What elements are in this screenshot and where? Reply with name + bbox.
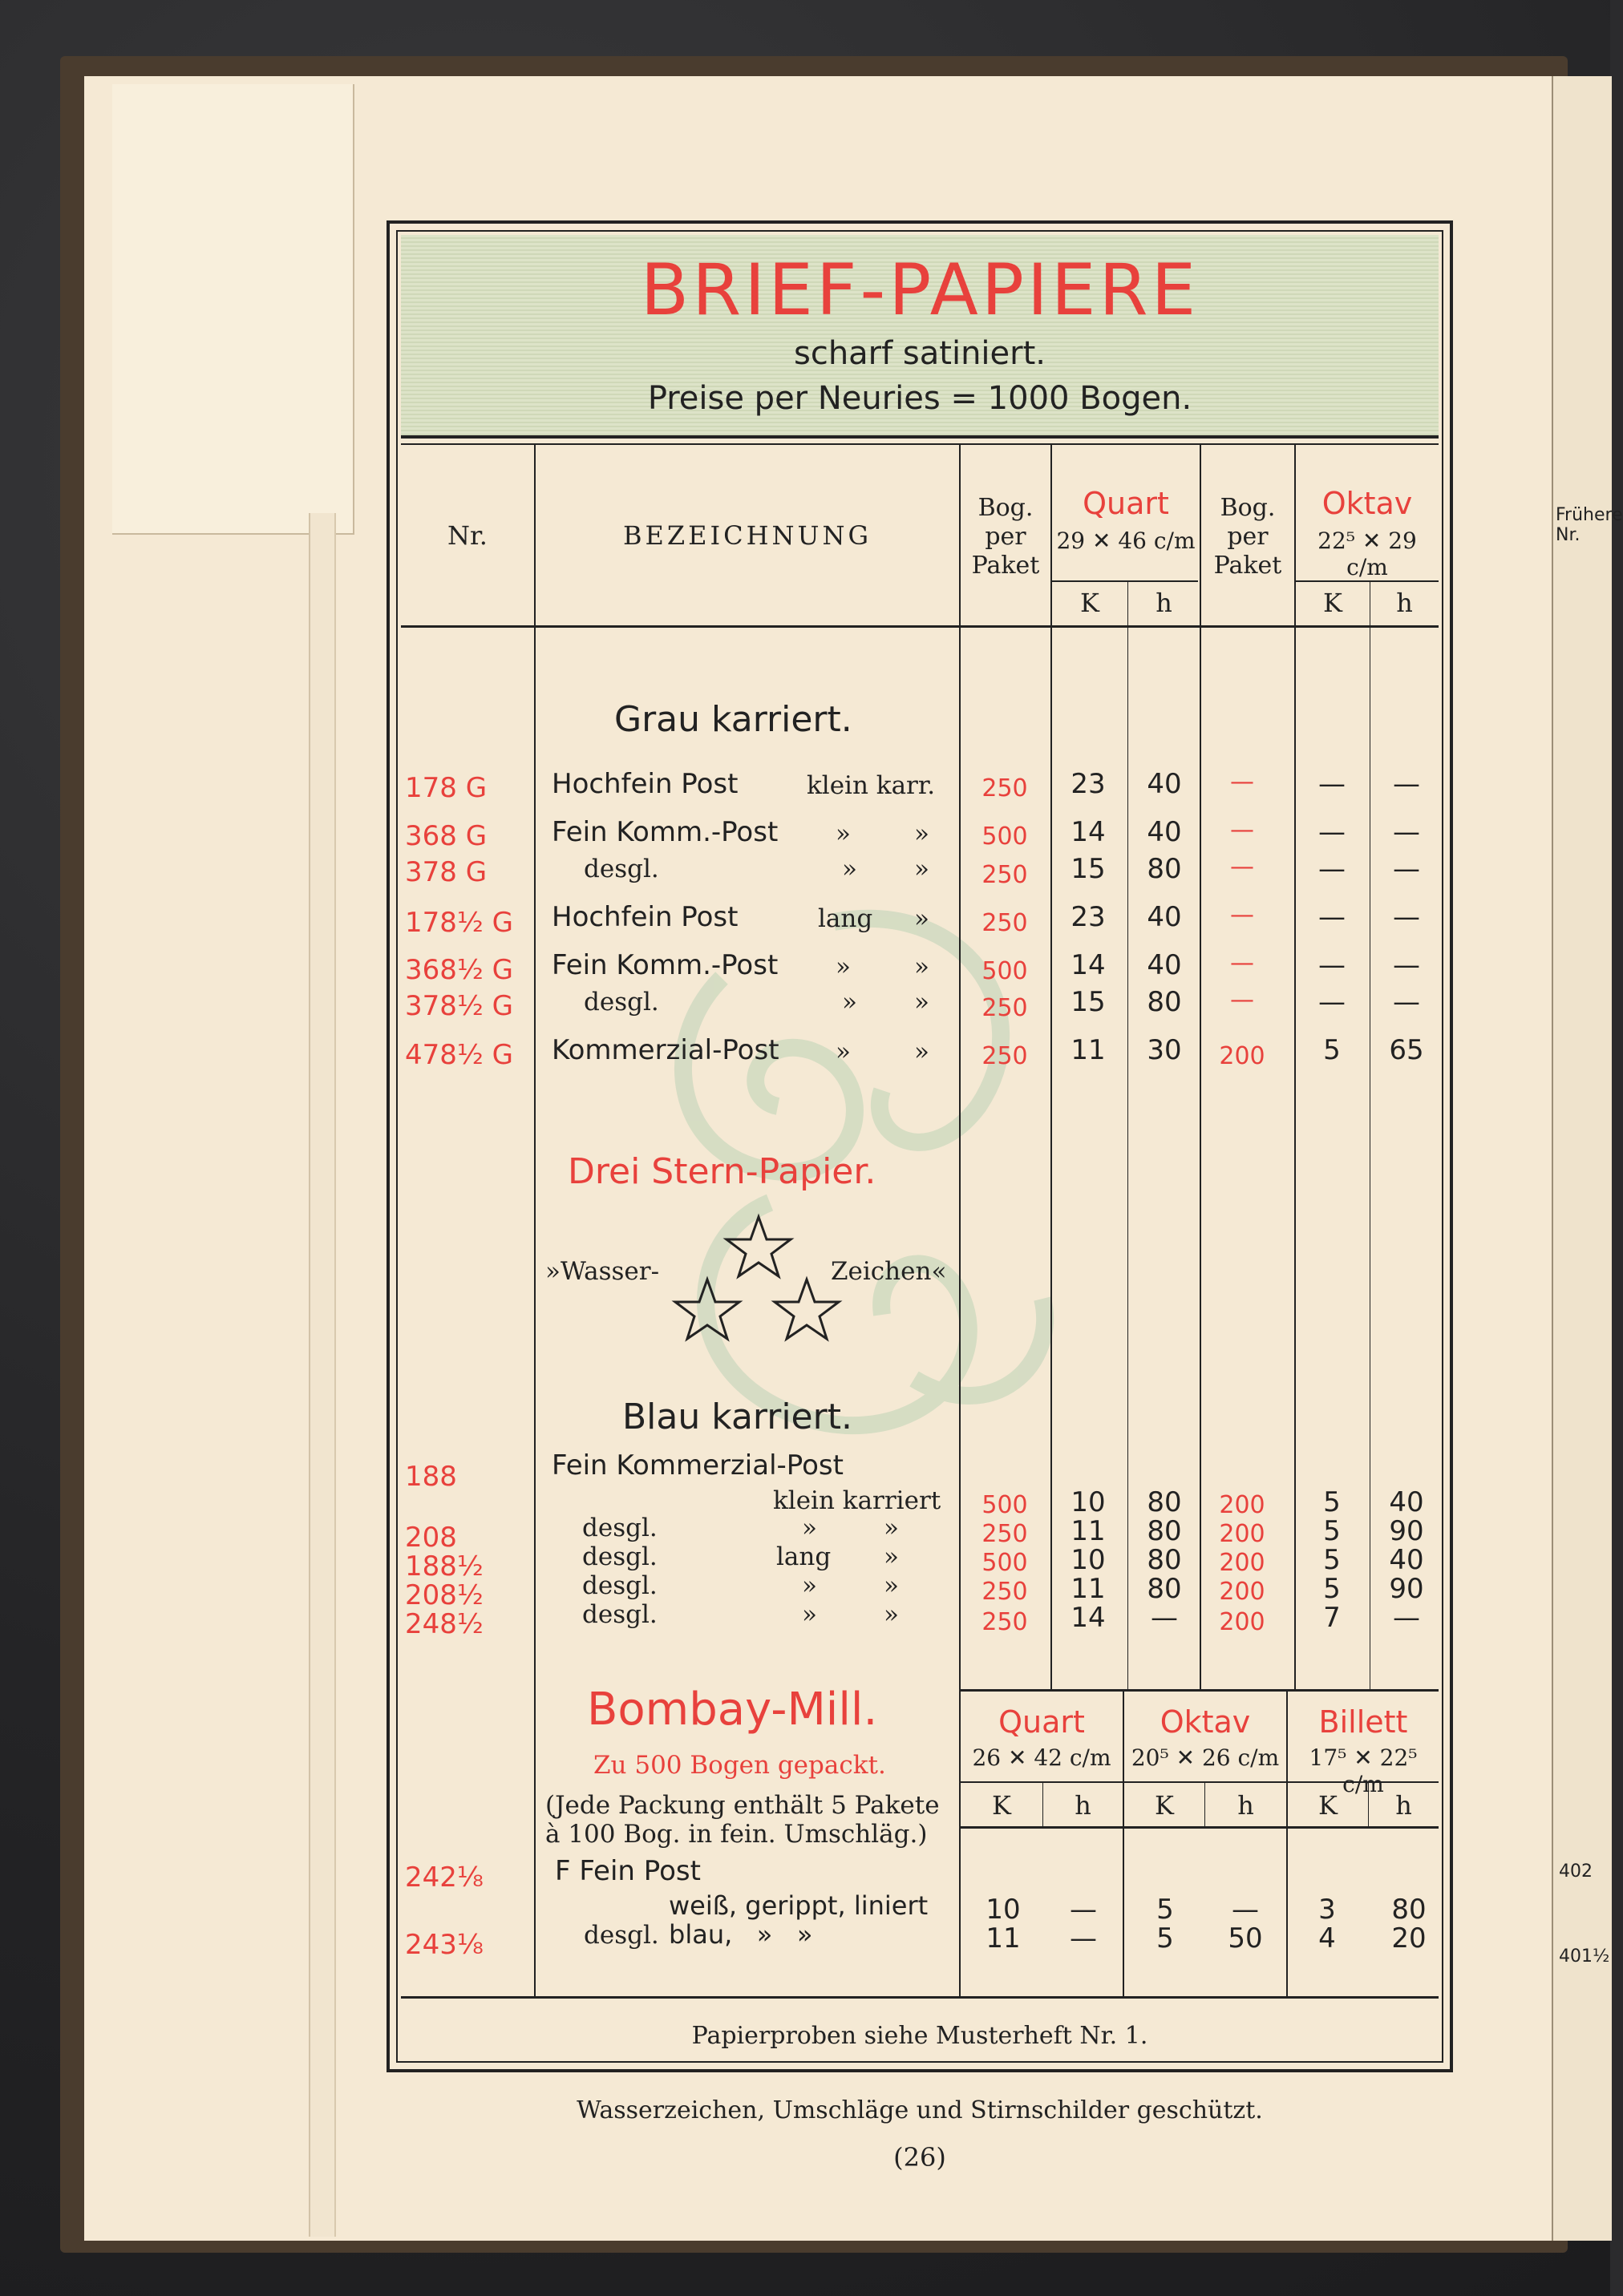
row-oktav-h: — bbox=[1393, 853, 1420, 885]
row-oktav-h: 40 bbox=[1389, 1486, 1424, 1518]
row-oktav-k: — bbox=[1318, 901, 1346, 933]
row-oktav-k: — bbox=[1318, 853, 1346, 885]
row-name: blau, » » bbox=[669, 1919, 813, 1950]
row-bog2: — bbox=[1230, 986, 1254, 1014]
bombay-header-oktav: Oktav bbox=[1160, 1704, 1251, 1740]
section-bombay-title: Bombay-Mill. bbox=[587, 1684, 878, 1736]
bombay-header-oktav-dim: 20⁵ ✕ 26 c/m bbox=[1131, 1744, 1280, 1771]
bombay-note-2: à 100 Bog. in fein. Umschläg.) bbox=[545, 1820, 928, 1849]
row-oktav-h: 40 bbox=[1389, 1544, 1424, 1576]
row-nr: 378½ G bbox=[405, 990, 514, 1022]
row-name: Fein Komm.-Post bbox=[552, 816, 779, 848]
row-nr: 242⅛ bbox=[405, 1861, 484, 1894]
row-bog: 500 bbox=[981, 1491, 1028, 1519]
row-quart-h: 80 bbox=[1147, 1544, 1182, 1576]
row-quart-k: 11 bbox=[986, 1922, 1021, 1954]
rule-quart-kh bbox=[1050, 580, 1198, 582]
page-subtitle: scharf satiniert. bbox=[793, 335, 1046, 372]
row-ditto: » bbox=[914, 952, 929, 981]
row-billett-h: 80 bbox=[1391, 1894, 1427, 1926]
rule-col-nr bbox=[534, 445, 536, 1996]
row-quart-h: 40 bbox=[1147, 949, 1182, 981]
row-oktav-k: 5 bbox=[1323, 1515, 1341, 1547]
rule-bombay-head-top bbox=[961, 1689, 1439, 1692]
row-quart-h: — bbox=[1070, 1922, 1097, 1954]
row-quart-k: 10 bbox=[986, 1894, 1021, 1926]
row-billett-h: 20 bbox=[1391, 1922, 1427, 1954]
row-quart-k: 10 bbox=[1071, 1486, 1106, 1518]
header-oktav: Oktav bbox=[1321, 486, 1413, 521]
rule-colhead-bottom bbox=[401, 625, 1439, 628]
row-oktav-k: 5 bbox=[1323, 1573, 1341, 1605]
row-bog2: — bbox=[1230, 901, 1254, 929]
header-quart: Quart bbox=[1083, 486, 1169, 521]
rule-bombay-head-bottom bbox=[961, 1826, 1439, 1829]
row-nr: 188½ bbox=[405, 1550, 484, 1583]
row-billett-k: 4 bbox=[1318, 1922, 1336, 1954]
row-bog2: 200 bbox=[1219, 1042, 1265, 1070]
row-nr: 208 bbox=[405, 1522, 457, 1554]
row-extra: lang bbox=[776, 1542, 832, 1571]
row-bog: 500 bbox=[981, 823, 1028, 851]
trademark-note: Wasserzeichen, Umschläge und Stirnschilder geschützt. bbox=[577, 2096, 1263, 2124]
rule-header-bottom-1 bbox=[401, 435, 1439, 439]
bombay-header-quart-dim: 26 ✕ 42 c/m bbox=[972, 1744, 1111, 1771]
row-oktav-h: 90 bbox=[1389, 1573, 1424, 1605]
zeichen-label: Zeichen« bbox=[831, 1257, 947, 1286]
row-name: Kommerzial-Post bbox=[552, 1034, 779, 1066]
row-name: desgl. bbox=[582, 1600, 658, 1629]
table-footer-note: Papierproben siehe Musterheft Nr. 1. bbox=[691, 2022, 1148, 2050]
header-oktav-h: h bbox=[1396, 588, 1413, 618]
header-oktav-dim: 22⁵ ✕ 29 c/m bbox=[1317, 528, 1417, 580]
bombay-header-billett: Billett bbox=[1318, 1704, 1408, 1740]
row-quart-k: 10 bbox=[1071, 1544, 1106, 1576]
row-bog2: 200 bbox=[1219, 1520, 1265, 1548]
row-bog2: — bbox=[1230, 949, 1254, 977]
row-bog2: 200 bbox=[1219, 1549, 1265, 1577]
row-name: desgl. bbox=[582, 1542, 658, 1571]
row-name: weiß, gerippt, liniert bbox=[669, 1890, 929, 1921]
row-oktav-k: — bbox=[1318, 816, 1346, 848]
row-nr: 378 G bbox=[405, 856, 488, 888]
row-quart-k: 14 bbox=[1071, 1602, 1106, 1634]
row-name: Hochfein Post bbox=[552, 901, 739, 933]
row-oktav-k: 5 bbox=[1156, 1922, 1174, 1954]
row-ditto: » bbox=[914, 904, 929, 933]
row-bog: 250 bbox=[981, 909, 1028, 937]
row-name: Hochfein Post bbox=[552, 768, 739, 800]
row-quart-h: 40 bbox=[1147, 768, 1182, 800]
row-name: desgl. bbox=[582, 1571, 658, 1600]
row-quart-k: 23 bbox=[1071, 901, 1106, 933]
row-extra: » bbox=[842, 855, 857, 883]
row-oktav-h: — bbox=[1393, 768, 1420, 800]
row-nr: 178 G bbox=[405, 772, 488, 804]
row-bog: 250 bbox=[981, 1520, 1028, 1548]
row-quart-k: 11 bbox=[1071, 1573, 1106, 1605]
row-quart-k: 11 bbox=[1071, 1515, 1106, 1547]
row-billett-k: 3 bbox=[1318, 1894, 1336, 1926]
section-drei-stern-title: Drei Stern-Papier. bbox=[568, 1151, 876, 1192]
index-tab-strip bbox=[309, 513, 336, 2237]
row-bog: 500 bbox=[981, 1549, 1028, 1577]
row-extra: » bbox=[836, 1037, 851, 1066]
index-tab[interactable] bbox=[112, 84, 354, 535]
row-nr: 208½ bbox=[405, 1579, 484, 1611]
blau-lead-name: Fein Kommerzial-Post bbox=[552, 1449, 844, 1481]
section-grau-title: Grau karriert. bbox=[614, 699, 852, 740]
row-bog2: 200 bbox=[1219, 1608, 1265, 1636]
row-ditto: » bbox=[884, 1571, 899, 1600]
row-quart-h: 30 bbox=[1147, 1034, 1182, 1066]
row-bog: 250 bbox=[981, 1042, 1028, 1070]
row-extra: » bbox=[836, 819, 851, 848]
edge-number-402: 402 bbox=[1559, 1861, 1593, 1882]
bombay-packed-note: Zu 500 Bogen gepackt. bbox=[593, 1751, 886, 1780]
wasser-label: »Wasser- bbox=[545, 1257, 660, 1286]
header-nr: Nr. bbox=[447, 520, 488, 551]
row-bog: 250 bbox=[981, 861, 1028, 889]
row-oktav-k: — bbox=[1318, 768, 1346, 800]
rule-oktav-kh bbox=[1294, 580, 1439, 582]
row-oktav-h: — bbox=[1393, 816, 1420, 848]
row-quart-h: 80 bbox=[1147, 853, 1182, 885]
bombay-header-quart: Quart bbox=[998, 1704, 1085, 1740]
row-quart-k: 14 bbox=[1071, 816, 1106, 848]
row-oktav-h: — bbox=[1393, 949, 1420, 981]
bombay-header-billett-dim: 17⁵ ✕ 22⁵ c/m bbox=[1309, 1744, 1418, 1797]
header-oktav-k: K bbox=[1323, 588, 1342, 618]
row-oktav-k: 5 bbox=[1323, 1486, 1341, 1518]
row-oktav-h: 50 bbox=[1228, 1922, 1263, 1954]
edge-fruhere-nr: Frühere Nr. bbox=[1556, 505, 1623, 545]
row-name: desgl. bbox=[582, 1514, 658, 1542]
row-nr: 178½ G bbox=[405, 907, 514, 939]
row-bog: 500 bbox=[981, 957, 1028, 985]
row-oktav-h: 65 bbox=[1389, 1034, 1424, 1066]
header-bog-per-paket-2: Bog. per Paket bbox=[1213, 494, 1282, 580]
row-extra: » bbox=[842, 988, 857, 1017]
page-number: (26) bbox=[893, 2142, 946, 2173]
row-quart-h: 80 bbox=[1147, 986, 1182, 1018]
row-extra: » bbox=[802, 1600, 817, 1629]
row-quart-k: 14 bbox=[1071, 949, 1106, 981]
row-bog: 250 bbox=[981, 1608, 1028, 1636]
row-bog: 250 bbox=[981, 994, 1028, 1022]
row-quart-h: 40 bbox=[1147, 901, 1182, 933]
row-bog2: — bbox=[1230, 853, 1254, 881]
row-extra: » bbox=[802, 1571, 817, 1600]
header-quart-dim: 29 ✕ 46 c/m bbox=[1056, 528, 1196, 554]
row-extra: klein karr. bbox=[807, 771, 936, 800]
bombay-quart-k: K bbox=[992, 1790, 1011, 1821]
page-title: BRIEF-PAPIERE bbox=[640, 249, 1200, 331]
bombay-f-post: F Fein Post bbox=[555, 1855, 701, 1887]
row-oktav-h: — bbox=[1393, 986, 1420, 1018]
header-bog-per-paket-1: Bog. per Paket bbox=[971, 494, 1040, 580]
row-extra: lang bbox=[818, 904, 873, 933]
row-oktav-k: 5 bbox=[1323, 1544, 1341, 1576]
row-extra: » bbox=[836, 952, 851, 981]
row-oktav-k: 7 bbox=[1323, 1602, 1341, 1634]
row-name: desgl. bbox=[584, 855, 659, 883]
row-nr: 243⅛ bbox=[405, 1929, 484, 1961]
row-oktav-h: 90 bbox=[1389, 1515, 1424, 1547]
row-oktav-k: 5 bbox=[1323, 1034, 1341, 1066]
row-nr: 478½ G bbox=[405, 1039, 514, 1071]
row-extra: klein karriert bbox=[773, 1486, 941, 1515]
row-bog: 250 bbox=[981, 1578, 1028, 1606]
row-oktav-h: — bbox=[1393, 901, 1420, 933]
edge-number-401: 401½ bbox=[1559, 1946, 1610, 1967]
bombay-quart-h: h bbox=[1075, 1790, 1091, 1821]
row-quart-h: — bbox=[1070, 1894, 1097, 1926]
blau-lead-nr: 188 bbox=[405, 1461, 457, 1493]
row-oktav-k: 5 bbox=[1156, 1894, 1174, 1926]
row-bog2: — bbox=[1230, 768, 1254, 796]
row-bog2: 200 bbox=[1219, 1491, 1265, 1519]
next-page-edge bbox=[1552, 76, 1623, 2241]
row-nr: 248½ bbox=[405, 1608, 484, 1640]
row-quart-h: 80 bbox=[1147, 1486, 1182, 1518]
bombay-oktav-h: h bbox=[1237, 1790, 1254, 1821]
header-quart-h: h bbox=[1156, 588, 1172, 618]
row-ditto: » bbox=[884, 1514, 899, 1542]
header-bezeichnung: BEZEICHNUNG bbox=[622, 520, 872, 551]
section-blau-title: Blau karriert. bbox=[622, 1397, 852, 1437]
row-oktav-h: — bbox=[1393, 1602, 1420, 1634]
bombay-billett-h: h bbox=[1395, 1790, 1412, 1821]
row-quart-k: 15 bbox=[1071, 853, 1106, 885]
rule-footer-top bbox=[401, 1996, 1439, 1999]
row-nr: 368 G bbox=[405, 820, 488, 852]
row-quart-h: 80 bbox=[1147, 1515, 1182, 1547]
row-ditto: » bbox=[914, 855, 929, 883]
row-quart-h: 80 bbox=[1147, 1573, 1182, 1605]
row-quart-k: 11 bbox=[1071, 1034, 1106, 1066]
row-oktav-k: — bbox=[1318, 986, 1346, 1018]
row-quart-k: 15 bbox=[1071, 986, 1106, 1018]
row-oktav-h: — bbox=[1232, 1894, 1259, 1926]
row-nr: 368½ G bbox=[405, 954, 514, 986]
bombay-oktav-k: K bbox=[1155, 1790, 1174, 1821]
row-quart-h: — bbox=[1151, 1602, 1178, 1634]
three-stars-icon bbox=[674, 1211, 850, 1347]
row-prefix: desgl. bbox=[584, 1921, 659, 1950]
price-note: Preise per Neuries = 1000 Bogen. bbox=[647, 380, 1192, 417]
row-bog2: — bbox=[1230, 816, 1254, 844]
row-quart-h: 40 bbox=[1147, 816, 1182, 848]
row-ditto: » bbox=[914, 1037, 929, 1066]
row-name: Fein Komm.-Post bbox=[552, 949, 779, 981]
rule-header-bottom-2 bbox=[401, 443, 1439, 445]
row-ditto: » bbox=[884, 1600, 899, 1629]
row-ditto: » bbox=[914, 988, 929, 1017]
row-ditto: » bbox=[914, 819, 929, 848]
row-quart-k: 23 bbox=[1071, 768, 1106, 800]
header-quart-k: K bbox=[1080, 588, 1099, 618]
row-oktav-k: — bbox=[1318, 949, 1346, 981]
bombay-billett-k: K bbox=[1318, 1790, 1338, 1821]
row-bog2: 200 bbox=[1219, 1578, 1265, 1606]
row-name: desgl. bbox=[584, 988, 659, 1017]
row-ditto: » bbox=[884, 1542, 899, 1571]
bombay-note-1: (Jede Packung enthält 5 Pakete bbox=[545, 1791, 940, 1820]
row-extra: » bbox=[802, 1514, 817, 1542]
row-bog: 250 bbox=[981, 774, 1028, 802]
